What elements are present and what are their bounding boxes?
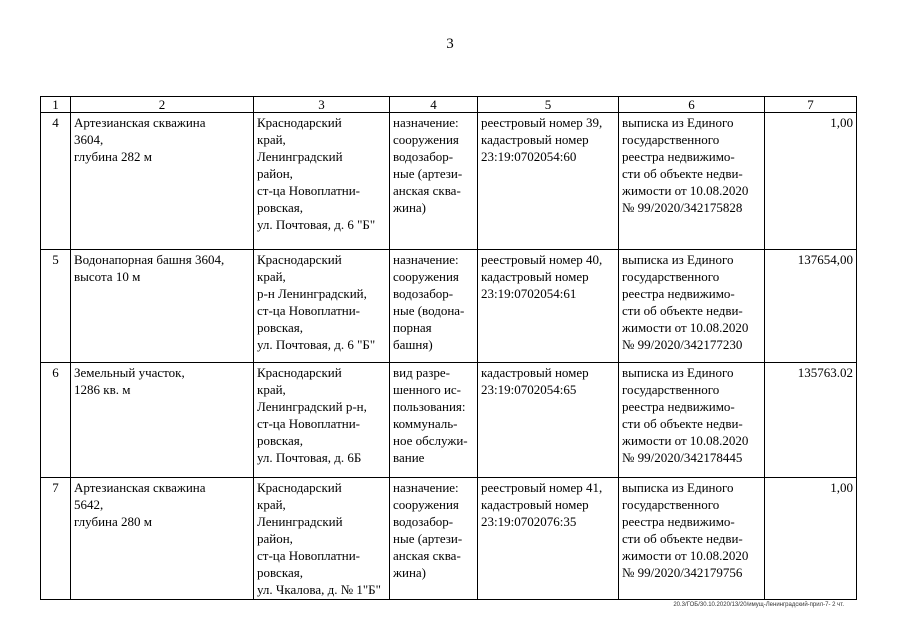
property-value: 135763.02 — [765, 363, 857, 478]
column-header: 5 — [478, 97, 619, 113]
table-row — [41, 363, 857, 478]
property-address: Краснодарский край, Ленинградский район, ст-ца Новоплатни- ровская, ул. Почтовая, д. 6 "Б" — [254, 113, 390, 250]
registry-numbers: реестровый номер 41, кадастровый номер 23:19:0702076:35 — [478, 478, 619, 600]
ownership-document: выписка из Единого государственного реестра недвижимо- сти об объекте недви- жимости от 10.08.2020 № 99/2020/342178445 — [619, 363, 765, 478]
property-purpose: вид разре- шенного ис- пользования: коммуналь- ное обслужи- вание — [390, 363, 478, 478]
property-address: Краснодарский край, Ленинградский район, ст-ца Новоплатни- ровская, ул. Чкалова, д. № 1"Б" — [254, 478, 390, 600]
registry-numbers: реестровый номер 40, кадастровый номер 23:19:0702054:61 — [478, 250, 619, 363]
property-purpose: назначение: сооружения водозабор- ные (артези- анская сква- жина) — [390, 478, 478, 600]
registry-numbers: реестровый номер 39, кадастровый номер 23:19:0702054:60 — [478, 113, 619, 250]
table-row — [41, 113, 857, 250]
row-number: 6 — [41, 363, 71, 478]
row-number: 4 — [41, 113, 71, 250]
column-header: 1 — [41, 97, 71, 113]
ownership-document: выписка из Единого государственного реестра недвижимо- сти об объекте недви- жимости от 10.08.2020 № 99/2020/342175828 — [619, 113, 765, 250]
property-value: 1,00 — [765, 478, 857, 600]
column-header: 4 — [390, 97, 478, 113]
ownership-document: выписка из Единого государственного реестра недвижимо- сти об объекте недви- жимости от 10.08.2020 № 99/2020/342177230 — [619, 250, 765, 363]
property-name: Земельный участок, 1286 кв. м — [71, 363, 254, 478]
property-purpose: назначение: сооружения водозабор- ные (артези- анская сква- жина) — [390, 113, 478, 250]
property-name: Артезианская скважина 5642, глубина 280 м — [71, 478, 254, 600]
table-header-row — [41, 97, 857, 113]
column-header: 3 — [254, 97, 390, 113]
ownership-document: выписка из Единого государственного реестра недвижимо- сти об объекте недви- жимости от 10.08.2020 № 99/2020/342179756 — [619, 478, 765, 600]
table-row — [41, 250, 857, 363]
property-value: 1,00 — [765, 113, 857, 250]
property-purpose: назначение: сооружения водозабор- ные (водона- порная башня) — [390, 250, 478, 363]
page-number: 3 — [446, 36, 454, 52]
property-value: 137654,00 — [765, 250, 857, 363]
row-number: 5 — [41, 250, 71, 363]
document-footer-code: 20.3/ГОБ/30.10.2020/13/20/имущ-Ленинградский-прил-7- 2 чт. — [673, 602, 844, 608]
column-header: 6 — [619, 97, 765, 113]
property-address: Краснодарский край, Ленинградский р-н, ст-ца Новоплатни- ровская, ул. Почтовая, д. 6Б — [254, 363, 390, 478]
column-header: 7 — [765, 97, 857, 113]
property-registry-table — [40, 96, 857, 600]
column-header: 2 — [71, 97, 254, 113]
property-address: Краснодарский край, р-н Ленинградский, ст-ца Новоплатни- ровская, ул. Почтовая, д. 6 "Б" — [254, 250, 390, 363]
property-name: Артезианская скважина 3604, глубина 282 м — [71, 113, 254, 250]
row-number: 7 — [41, 478, 71, 600]
registry-numbers: кадастровый номер 23:19:0702054:65 — [478, 363, 619, 478]
property-name: Водонапорная башня 3604, высота 10 м — [71, 250, 254, 363]
table-row — [41, 478, 857, 600]
